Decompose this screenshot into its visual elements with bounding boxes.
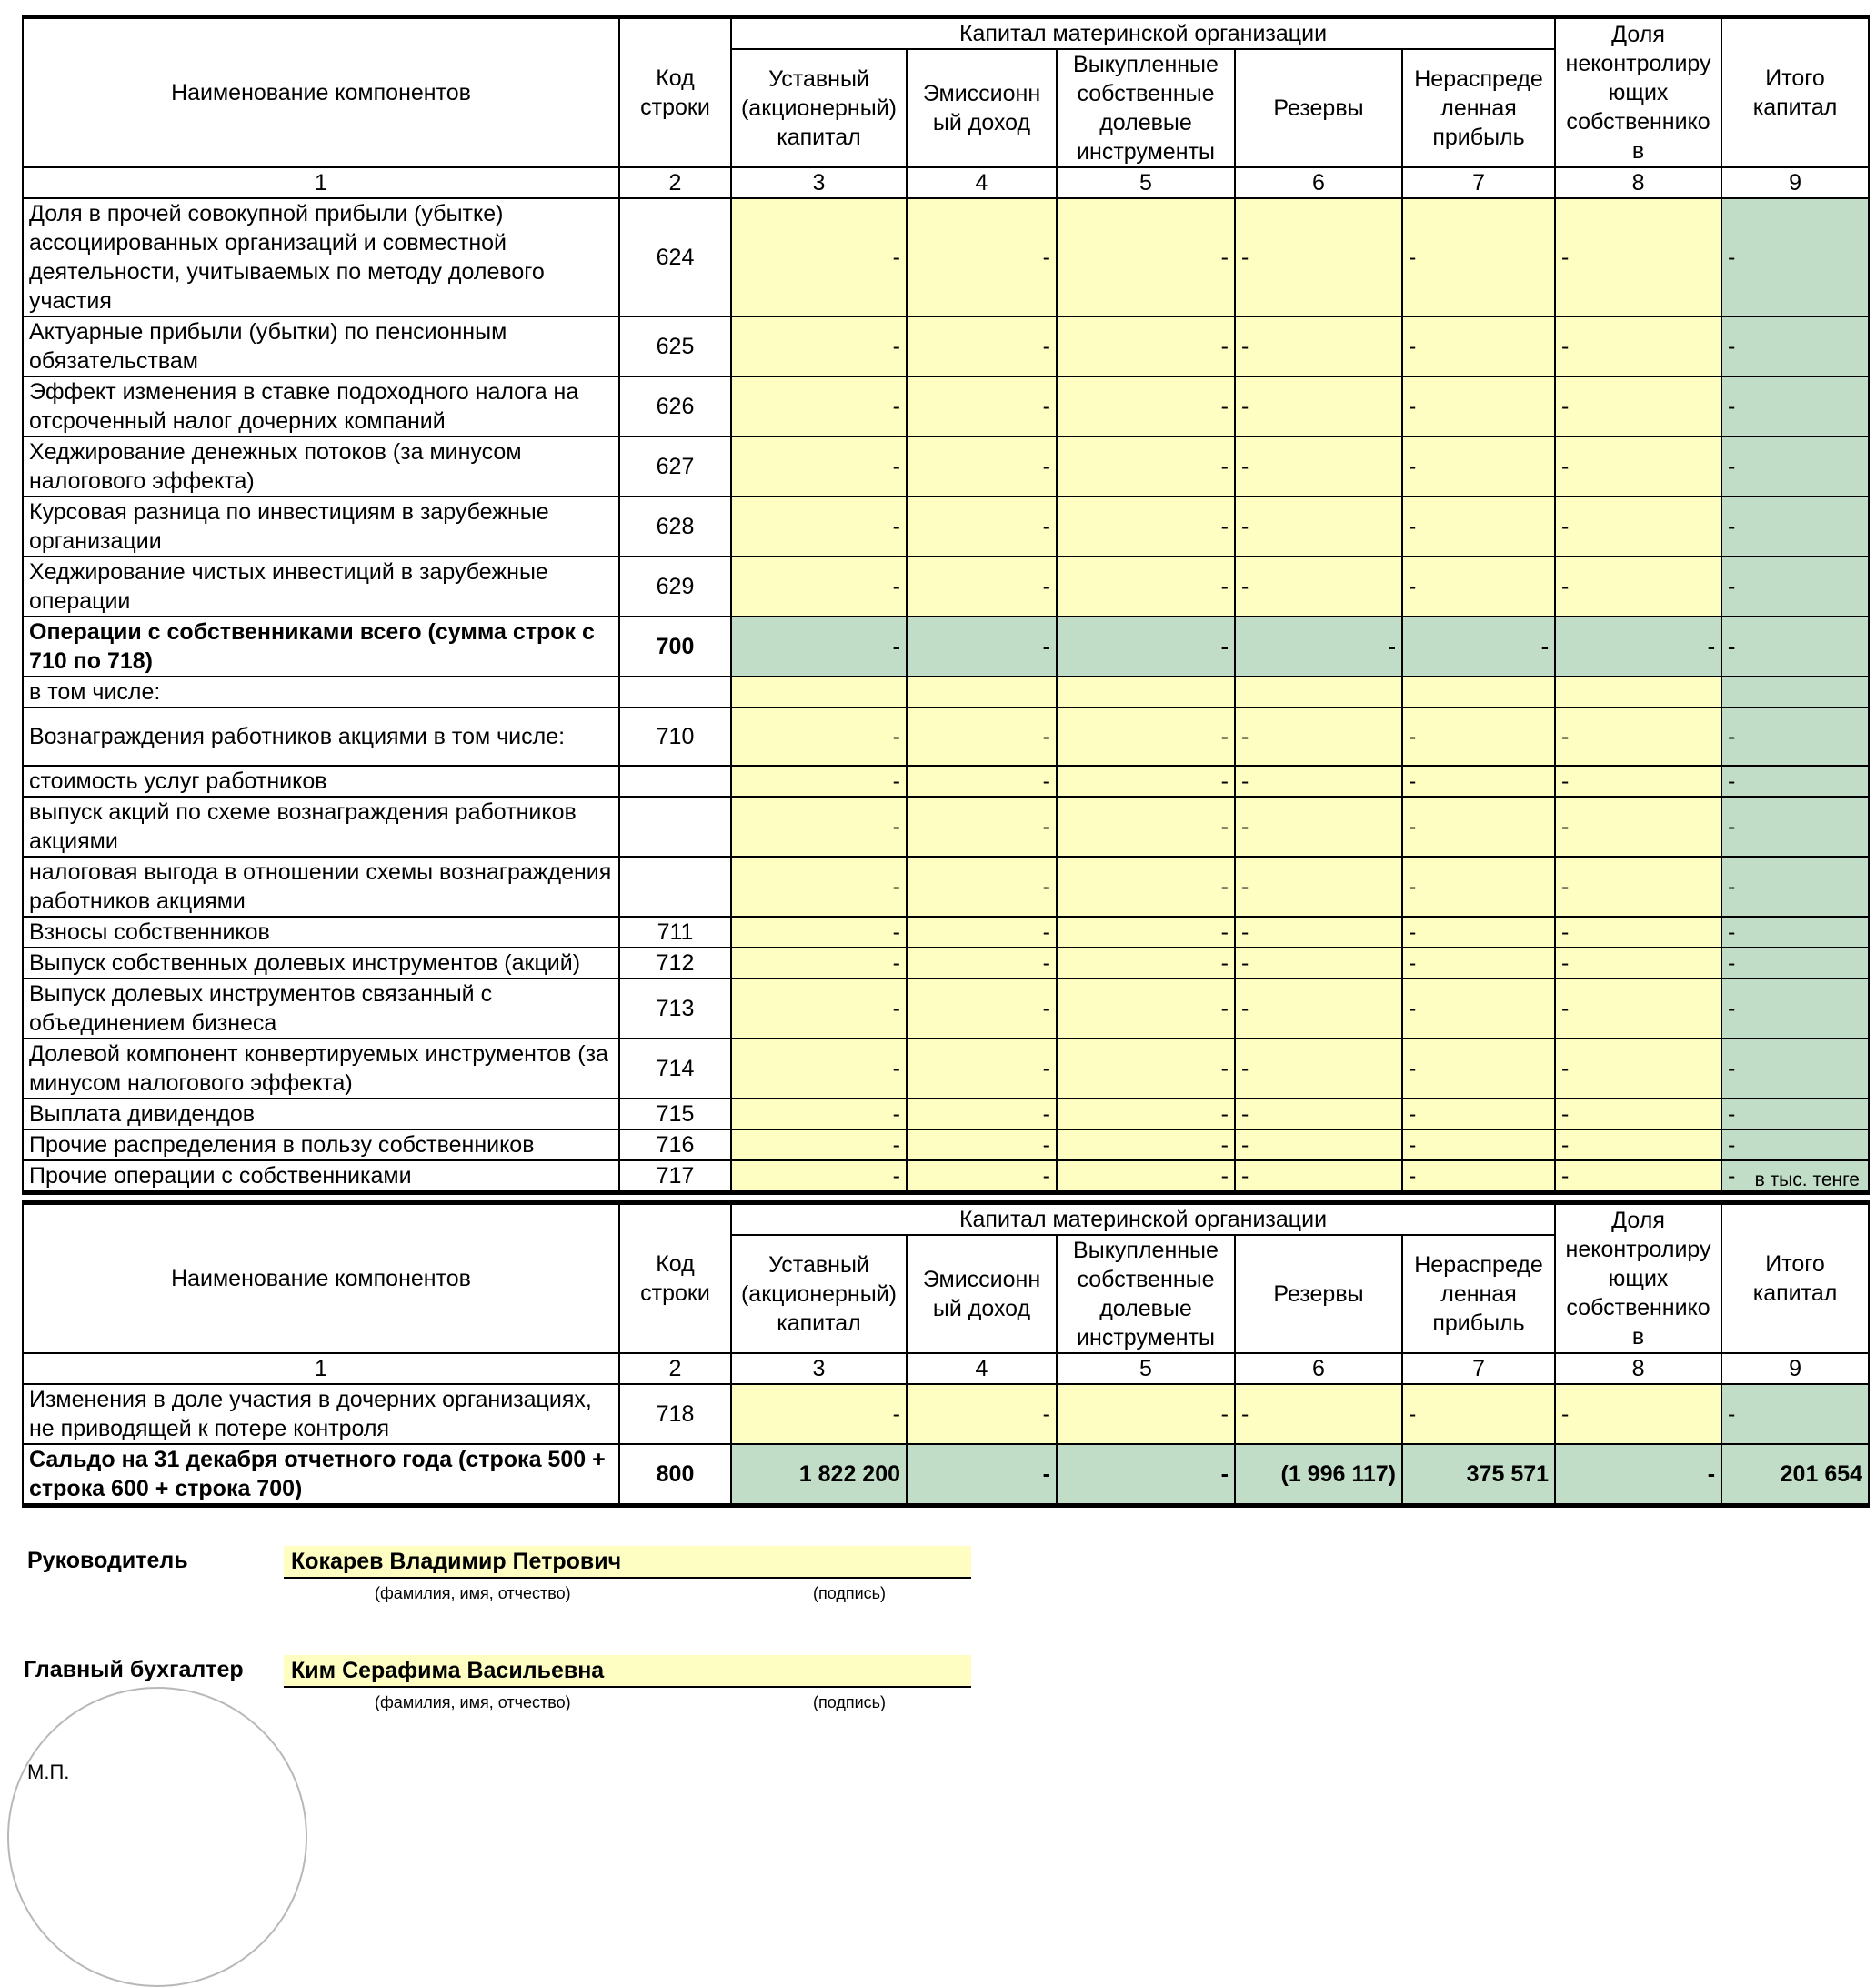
row-name: стоимость услуг работников <box>23 766 619 797</box>
cell-share-premium[interactable]: - <box>907 1039 1057 1099</box>
cell-share-capital[interactable]: - <box>731 1129 907 1160</box>
cell-total: - <box>1721 376 1869 437</box>
cell-retained[interactable]: - <box>1402 437 1555 497</box>
row-code: 700 <box>619 617 731 677</box>
cell-total: - <box>1721 1160 1869 1193</box>
table-row <box>23 766 1869 797</box>
cell-share-capital[interactable]: - <box>731 917 907 948</box>
head-name-field[interactable]: Кокарев Владимир Петрович <box>284 1546 971 1579</box>
cell-total: - <box>1721 1129 1869 1160</box>
cell-noncontrolling[interactable]: - <box>1555 1099 1721 1129</box>
cell-total: - <box>1721 978 1869 1039</box>
cell-reserves[interactable]: - <box>1235 316 1402 376</box>
row-code <box>619 677 731 707</box>
header-retained: Нераспреде ленная прибыль <box>1402 49 1555 167</box>
cell-reserves[interactable]: - <box>1235 766 1402 797</box>
cell-share-premium[interactable]: - <box>907 497 1057 557</box>
table-row <box>23 437 1869 497</box>
cell-treasury[interactable]: - <box>1057 1099 1235 1129</box>
cell-retained[interactable]: - <box>1402 316 1555 376</box>
col-number: 2 <box>619 1353 731 1384</box>
row-name: в том числе: <box>23 677 619 707</box>
row-name: Прочие операции с собственниками <box>23 1160 619 1193</box>
cell-treasury[interactable]: - <box>1057 948 1235 978</box>
cell-total <box>1721 677 1869 707</box>
cell-treasury[interactable]: - <box>1057 376 1235 437</box>
row-code <box>619 797 731 857</box>
cell-total: - <box>1721 948 1869 978</box>
cell-reserves[interactable]: - <box>1235 1099 1402 1129</box>
cell-treasury[interactable]: - <box>1057 316 1235 376</box>
cell-retained[interactable]: - <box>1402 376 1555 437</box>
header-parent-group: Капитал материнской организации <box>731 17 1555 50</box>
table-row <box>23 557 1869 617</box>
cell-noncontrolling[interactable]: - <box>1555 497 1721 557</box>
cell-noncontrolling[interactable] <box>1555 677 1721 707</box>
cell-noncontrolling[interactable]: - <box>1555 437 1721 497</box>
header-total: Итого капитал <box>1721 1203 1869 1354</box>
cell-share-premium[interactable]: - <box>907 978 1057 1039</box>
header-share-premium: Эмиссионн ый доход <box>907 49 1057 167</box>
row-name: Актуарные прибыли (убытки) по пенсионным обязательствам <box>23 316 619 376</box>
header-share-capital: Уставный (акционерный) капитал <box>731 1235 907 1353</box>
cell-noncontrolling: - <box>1555 1444 1721 1506</box>
col-number: 7 <box>1402 1353 1555 1384</box>
cell-noncontrolling[interactable]: - <box>1555 857 1721 917</box>
cell-total: - <box>1721 1039 1869 1099</box>
table-row <box>23 978 1869 1039</box>
cell-noncontrolling[interactable]: - <box>1555 376 1721 437</box>
col-number: 8 <box>1555 167 1721 198</box>
table-row <box>23 497 1869 557</box>
row-code: 626 <box>619 376 731 437</box>
cell-treasury[interactable]: - <box>1057 978 1235 1039</box>
cell-noncontrolling[interactable]: - <box>1555 797 1721 857</box>
cell-total: - <box>1721 557 1869 617</box>
col-number: 5 <box>1057 1353 1235 1384</box>
cell-share-capital[interactable]: - <box>731 766 907 797</box>
header-parent-group: Капитал материнской организации <box>731 1203 1555 1236</box>
row-name: Взносы собственников <box>23 917 619 948</box>
table-row <box>23 857 1869 917</box>
cell-retained[interactable]: - <box>1402 707 1555 766</box>
cell-share-premium[interactable]: - <box>907 766 1057 797</box>
cell-share-capital[interactable]: - <box>731 316 907 376</box>
row-code: 627 <box>619 437 731 497</box>
cell-reserves[interactable]: - <box>1235 1384 1402 1444</box>
col-number: 2 <box>619 167 731 198</box>
cell-retained[interactable]: - <box>1402 1160 1555 1193</box>
row-code: 715 <box>619 1099 731 1129</box>
cell-noncontrolling[interactable]: - <box>1555 1384 1721 1444</box>
header-total: Итого капитал <box>1721 17 1869 168</box>
cell-share-premium[interactable]: - <box>907 1099 1057 1129</box>
cell-noncontrolling[interactable]: - <box>1555 1039 1721 1099</box>
table-row <box>23 677 1869 707</box>
cell-reserves[interactable]: - <box>1235 497 1402 557</box>
cell-treasury[interactable]: - <box>1057 1160 1235 1193</box>
cell-share-capital[interactable]: - <box>731 707 907 766</box>
cell-reserves[interactable]: - <box>1235 1160 1402 1193</box>
cell-total: - <box>1721 497 1869 557</box>
cell-treasury[interactable]: - <box>1057 857 1235 917</box>
col-number: 4 <box>907 167 1057 198</box>
cell-reserves[interactable]: - <box>1235 707 1402 766</box>
col-number: 4 <box>907 1353 1057 1384</box>
cell-treasury[interactable]: - <box>1057 797 1235 857</box>
cell-reserves[interactable]: - <box>1235 198 1402 316</box>
cell-share-capital[interactable]: - <box>731 437 907 497</box>
cell-noncontrolling[interactable]: - <box>1555 316 1721 376</box>
row-name: Хеджирование денежных потоков (за минусом налогового эффекта) <box>23 437 619 497</box>
cell-retained[interactable]: - <box>1402 766 1555 797</box>
cell-treasury[interactable]: - <box>1057 1039 1235 1099</box>
header-name: Наименование компонентов <box>23 17 619 168</box>
row-name: Операции с собственниками всего (сумма строк с 710 по 718) <box>23 617 619 677</box>
chief-signature-line <box>758 1655 949 1688</box>
cell-treasury[interactable]: - <box>1057 1384 1235 1444</box>
table-row <box>23 797 1869 857</box>
cell-treasury[interactable]: - <box>1057 707 1235 766</box>
table-row <box>23 1099 1869 1129</box>
col-number: 6 <box>1235 167 1402 198</box>
cell-total: - <box>1721 617 1869 677</box>
cell-retained[interactable]: - <box>1402 797 1555 857</box>
head-fio-caption: (фамилия, имя, отчество) <box>375 1584 571 1602</box>
equity-table-part2 <box>22 1200 1870 1508</box>
row-name: Изменения в доле участия в дочерних организациях, не приводящей к потере контроля <box>23 1384 619 1444</box>
cell-share-premium[interactable]: - <box>907 1384 1057 1444</box>
cell-treasury: - <box>1057 1444 1235 1506</box>
chief-sign-caption: (подпись) <box>813 1693 887 1711</box>
row-code: 718 <box>619 1384 731 1444</box>
cell-reserves[interactable]: - <box>1235 857 1402 917</box>
cell-retained[interactable]: - <box>1402 497 1555 557</box>
table-row-total <box>23 617 1869 677</box>
cell-retained: 375 571 <box>1402 1444 1555 1506</box>
cell-share-capital[interactable]: - <box>731 1384 907 1444</box>
row-name: Выплата дивидендов <box>23 1099 619 1129</box>
header-treasury: Выкупленные собственные долевые инструменты <box>1057 1235 1235 1353</box>
row-code: 624 <box>619 198 731 316</box>
cell-reserves[interactable]: - <box>1235 1039 1402 1099</box>
col-number: 1 <box>23 167 619 198</box>
row-code <box>619 857 731 917</box>
cell-noncontrolling[interactable]: - <box>1555 707 1721 766</box>
cell-share-premium[interactable]: - <box>907 917 1057 948</box>
header-name: Наименование компонентов <box>23 1203 619 1354</box>
table-row <box>23 917 1869 948</box>
header-noncontrolling: Доля неконтролиру ющих собственнико в <box>1555 1203 1721 1354</box>
head-label: Руководитель <box>27 1548 188 1573</box>
cell-total: - <box>1721 1384 1869 1444</box>
cell-noncontrolling[interactable]: - <box>1555 948 1721 978</box>
cell-share-premium[interactable]: - <box>907 557 1057 617</box>
row-code: 625 <box>619 316 731 376</box>
cell-reserves[interactable]: - <box>1235 557 1402 617</box>
cell-reserves[interactable]: - <box>1235 978 1402 1039</box>
cell-treasury: - <box>1057 617 1235 677</box>
cell-retained[interactable]: - <box>1402 917 1555 948</box>
cell-share-premium[interactable]: - <box>907 857 1057 917</box>
cell-retained[interactable]: - <box>1402 198 1555 316</box>
head-sign-caption: (подпись) <box>813 1584 887 1602</box>
cell-share-capital[interactable]: - <box>731 948 907 978</box>
cell-total: - <box>1721 1099 1869 1129</box>
cell-share-premium[interactable]: - <box>907 376 1057 437</box>
cell-share-capital[interactable]: - <box>731 376 907 437</box>
col-number: 5 <box>1057 167 1235 198</box>
cell-noncontrolling[interactable]: - <box>1555 1160 1721 1193</box>
row-code: 714 <box>619 1039 731 1099</box>
row-code: 800 <box>619 1444 731 1506</box>
row-name: Курсовая разница по инвестициям в зарубежные организации <box>23 497 619 557</box>
cell-treasury[interactable]: - <box>1057 497 1235 557</box>
cell-treasury[interactable]: - <box>1057 198 1235 316</box>
cell-reserves[interactable]: - <box>1235 797 1402 857</box>
table-row <box>23 1039 1869 1099</box>
cell-retained[interactable]: - <box>1402 1129 1555 1160</box>
table-row <box>23 1384 1869 1444</box>
cell-total: - <box>1721 437 1869 497</box>
cell-reserves[interactable] <box>1235 677 1402 707</box>
cell-noncontrolling[interactable]: - <box>1555 766 1721 797</box>
table-row <box>23 707 1869 766</box>
row-code: 717 <box>619 1160 731 1193</box>
row-code <box>619 766 731 797</box>
cell-total: - <box>1721 857 1869 917</box>
cell-total: - <box>1721 797 1869 857</box>
cell-share-premium[interactable]: - <box>907 316 1057 376</box>
cell-reserves[interactable]: - <box>1235 917 1402 948</box>
cell-retained[interactable]: - <box>1402 978 1555 1039</box>
cell-share-capital[interactable] <box>731 677 907 707</box>
cell-treasury[interactable]: - <box>1057 766 1235 797</box>
cell-reserves: (1 996 117) <box>1235 1444 1402 1506</box>
col-number: 3 <box>731 167 907 198</box>
header-retained: Нераспреде ленная прибыль <box>1402 1235 1555 1353</box>
cell-reserves: - <box>1235 617 1402 677</box>
header-treasury: Выкупленные собственные долевые инструменты <box>1057 49 1235 167</box>
cell-share-premium[interactable]: - <box>907 1160 1057 1193</box>
cell-treasury[interactable]: - <box>1057 437 1235 497</box>
cell-treasury[interactable]: - <box>1057 557 1235 617</box>
table-row <box>23 198 1869 316</box>
cell-share-capital[interactable]: - <box>731 198 907 316</box>
row-name: Сальдо на 31 декабря отчетного года (строка 500 + строка 600 + строка 700) <box>23 1444 619 1506</box>
cell-reserves[interactable]: - <box>1235 437 1402 497</box>
cell-retained[interactable]: - <box>1402 948 1555 978</box>
cell-share-capital[interactable]: - <box>731 978 907 1039</box>
col-number: 8 <box>1555 1353 1721 1384</box>
cell-reserves[interactable]: - <box>1235 948 1402 978</box>
row-name: Доля в прочей совокупной прибыли (убытке) ассоциированных организаций и совместной деятельности, учитываемых по методу долевого участия <box>23 198 619 316</box>
cell-treasury[interactable]: - <box>1057 1129 1235 1160</box>
cell-treasury[interactable] <box>1057 677 1235 707</box>
col-number: 6 <box>1235 1353 1402 1384</box>
cell-share-capital[interactable]: - <box>731 857 907 917</box>
table-row <box>23 376 1869 437</box>
cell-retained[interactable]: - <box>1402 1099 1555 1129</box>
cell-total: - <box>1721 198 1869 316</box>
cell-retained[interactable]: - <box>1402 1384 1555 1444</box>
cell-share-capital: 1 822 200 <box>731 1444 907 1506</box>
cell-noncontrolling[interactable]: - <box>1555 978 1721 1039</box>
row-name: Выпуск долевых инструментов связанный с объединением бизнеса <box>23 978 619 1039</box>
cell-share-premium[interactable] <box>907 677 1057 707</box>
row-code: 710 <box>619 707 731 766</box>
cell-total: - <box>1721 766 1869 797</box>
cell-share-capital[interactable]: - <box>731 1039 907 1099</box>
head-signature-line <box>758 1546 949 1579</box>
cell-retained[interactable]: - <box>1402 557 1555 617</box>
cell-total: - <box>1721 707 1869 766</box>
chief-accountant-label: Главный бухгалтер <box>24 1657 244 1682</box>
header-code: Код строки <box>619 17 731 168</box>
row-name: Долевой компонент конвертируемых инструментов (за минусом налогового эффекта) <box>23 1039 619 1099</box>
cell-noncontrolling[interactable]: - <box>1555 917 1721 948</box>
col-number: 1 <box>23 1353 619 1384</box>
cell-share-premium: - <box>907 1444 1057 1506</box>
header-noncontrolling: Доля неконтролиру ющих собственнико в <box>1555 17 1721 168</box>
col-number: 9 <box>1721 1353 1869 1384</box>
col-number: 3 <box>731 1353 907 1384</box>
cell-noncontrolling: - <box>1555 617 1721 677</box>
header-code: Код строки <box>619 1203 731 1354</box>
row-name: Прочие распределения в пользу собственников <box>23 1129 619 1160</box>
row-name: Выпуск собственных долевых инструментов (акций) <box>23 948 619 978</box>
cell-share-premium[interactable]: - <box>907 707 1057 766</box>
header-share-capital: Уставный (акционерный) капитал <box>731 49 907 167</box>
row-name: выпуск акций по схеме вознаграждения работников акциями <box>23 797 619 857</box>
cell-share-premium: - <box>907 617 1057 677</box>
row-code: 712 <box>619 948 731 978</box>
cell-treasury[interactable]: - <box>1057 917 1235 948</box>
row-code: 711 <box>619 917 731 948</box>
cell-share-premium[interactable]: - <box>907 437 1057 497</box>
table-row <box>23 1160 1869 1193</box>
col-number: 7 <box>1402 167 1555 198</box>
table-row <box>23 1129 1869 1160</box>
header-reserves: Резервы <box>1235 1235 1402 1353</box>
cell-share-premium[interactable]: - <box>907 797 1057 857</box>
table-row-balance <box>23 1444 1869 1506</box>
cell-share-capital: - <box>731 617 907 677</box>
cell-reserves[interactable]: - <box>1235 1129 1402 1160</box>
units-note: в тыс. тенге <box>1754 1169 1860 1190</box>
cell-share-capital[interactable]: - <box>731 797 907 857</box>
equity-table-part1 <box>22 15 1870 1195</box>
table-row <box>23 948 1869 978</box>
cell-retained: - <box>1402 617 1555 677</box>
col-number: 9 <box>1721 167 1869 198</box>
row-code: 628 <box>619 497 731 557</box>
cell-total: 201 654 <box>1721 1444 1869 1506</box>
cell-share-capital[interactable]: - <box>731 1099 907 1129</box>
row-name: Эффект изменения в ставке подоходного налога на отсроченный налог дочерних компаний <box>23 376 619 437</box>
header-reserves: Резервы <box>1235 49 1402 167</box>
header-share-premium: Эмиссионн ый доход <box>907 1235 1057 1353</box>
row-name: налоговая выгода в отношении схемы вознаграждения работников акциями <box>23 857 619 917</box>
cell-share-capital[interactable]: - <box>731 497 907 557</box>
cell-retained[interactable]: - <box>1402 1039 1555 1099</box>
row-name: Вознаграждения работников акциями в том числе: <box>23 707 619 766</box>
cell-share-premium[interactable]: - <box>907 1129 1057 1160</box>
row-name: Хеджирование чистых инвестиций в зарубежные операции <box>23 557 619 617</box>
stamp-label: М.П. <box>27 1761 70 1783</box>
cell-share-capital[interactable]: - <box>731 557 907 617</box>
chief-accountant-name-field[interactable]: Ким Серафима Васильевна <box>284 1655 971 1688</box>
cell-share-premium[interactable]: - <box>907 198 1057 316</box>
cell-noncontrolling[interactable]: - <box>1555 1129 1721 1160</box>
cell-retained[interactable]: - <box>1402 857 1555 917</box>
cell-total: - <box>1721 917 1869 948</box>
row-code: 713 <box>619 978 731 1039</box>
cell-reserves[interactable]: - <box>1235 376 1402 437</box>
cell-noncontrolling[interactable]: - <box>1555 198 1721 316</box>
chief-fio-caption: (фамилия, имя, отчество) <box>375 1693 571 1711</box>
row-code: 716 <box>619 1129 731 1160</box>
cell-retained[interactable] <box>1402 677 1555 707</box>
row-code: 629 <box>619 557 731 617</box>
cell-noncontrolling[interactable]: - <box>1555 557 1721 617</box>
cell-share-capital[interactable]: - <box>731 1160 907 1193</box>
table-row <box>23 316 1869 376</box>
stamp-circle <box>7 1687 307 1987</box>
cell-share-premium[interactable]: - <box>907 948 1057 978</box>
cell-total: - <box>1721 316 1869 376</box>
